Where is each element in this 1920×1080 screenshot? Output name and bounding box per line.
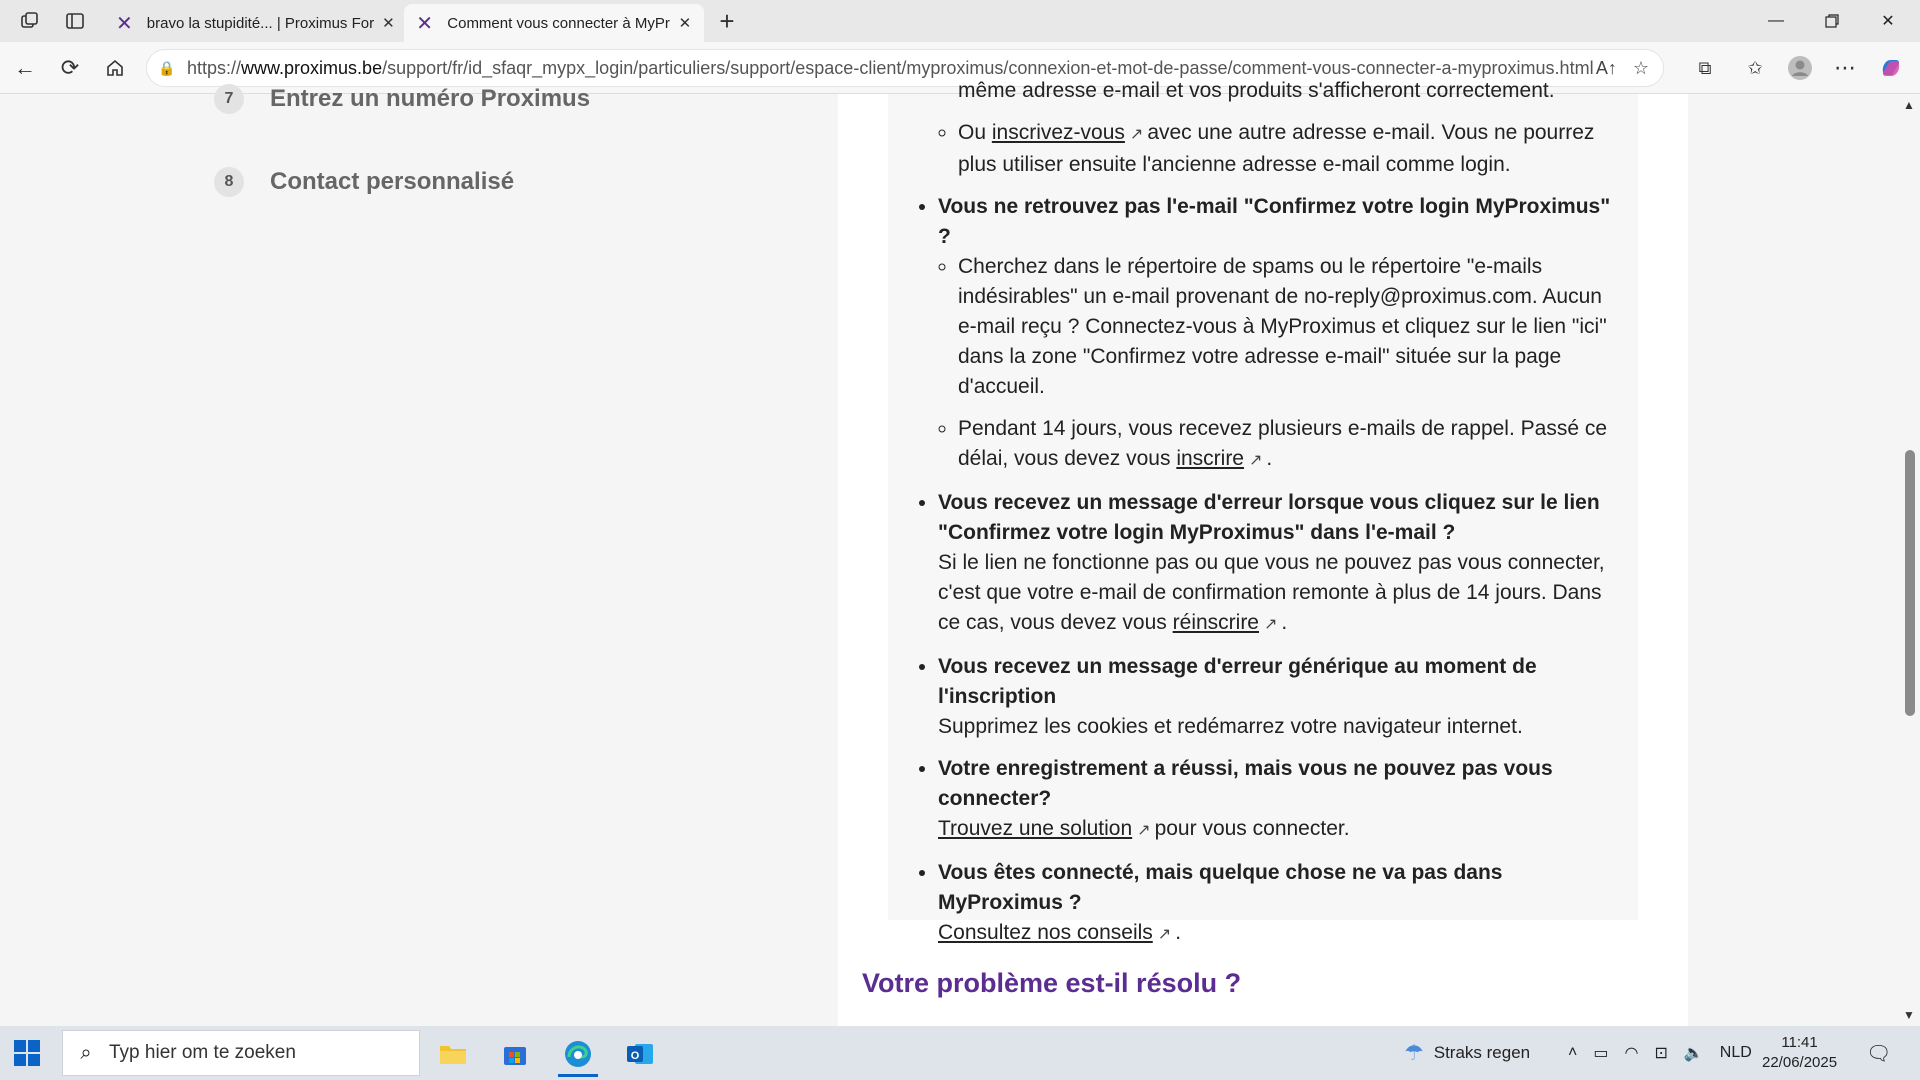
body-text: Pendant 14 jours, vous recevez plusieurs e-mails de rappel. Passé ce délai, vous devez vous [958, 417, 1608, 470]
article-content [838, 79, 1688, 1034]
web-page [0, 79, 1898, 1026]
favorites-icon[interactable]: ✩ [1747, 57, 1763, 78]
system-tray [1568, 1026, 1752, 1080]
url-prefix: https:// [187, 57, 242, 78]
list-item [938, 652, 1616, 742]
minimize-button[interactable]: — [1768, 12, 1784, 29]
clock-time: 11:41 [1781, 1034, 1818, 1051]
volume-icon[interactable]: 🔈 [1683, 1045, 1704, 1062]
wifi-icon[interactable]: ◠ [1624, 1045, 1639, 1062]
refresh-button[interactable]: ⟳ [60, 55, 80, 80]
restore-button[interactable] [1810, 6, 1854, 36]
list-item [938, 192, 1616, 476]
step-label: Entrez un numéro Proximus [270, 85, 591, 112]
windows-start-icon[interactable] [14, 1040, 40, 1066]
faq-question: Vous recevez un message d'erreur lorsque vous cliquez sur le lien "Confirmez votre login MyProximus" dans l'e-mail ? [938, 491, 1600, 544]
consultez-conseils-link[interactable]: Consultez nos conseils [938, 921, 1153, 944]
body-text: Ou [958, 121, 987, 144]
extensions-icon[interactable]: ⧉ [1698, 57, 1712, 78]
vertical-tabs-icon[interactable] [62, 8, 88, 34]
svg-text:O: O [630, 1050, 640, 1062]
edge-browser-icon[interactable] [550, 1031, 606, 1077]
scroll-down-arrow-icon[interactable]: ▼ [1903, 1008, 1915, 1022]
search-icon: ⌕ [80, 1041, 92, 1064]
list-item [938, 754, 1616, 846]
page-scrollbar[interactable] [1898, 94, 1920, 1026]
back-button[interactable]: ← [14, 55, 36, 80]
tab-strip [0, 0, 1920, 42]
file-explorer-icon[interactable] [425, 1031, 481, 1077]
faq-list [916, 76, 1616, 962]
body-text: Cherchez dans le répertoire de spams ou le répertoire "e-mails indésirables" un e-mail provenant de no-reply@proximus.com. Aucun e-mail reçu ? Connectez-vous à MyProximus et cliquez sur le lien "ici" dans la zone "Confirmez votre adresse e-mail" située sur la page d'accueil. [958, 255, 1607, 398]
clock-date: 22/06/2025 [1762, 1054, 1838, 1071]
list-item [958, 414, 1616, 476]
language-indicator[interactable]: NLD [1719, 1044, 1752, 1061]
body-text: avec une autre adresse e-mail. Vous ne pourrez plus utiliser ensuite l'ancienne adresse e-mail comme login. [958, 121, 1595, 176]
step-item[interactable] [214, 84, 674, 114]
close-tab-icon[interactable]: ✕ [382, 15, 395, 32]
external-link-icon: ↗ [1264, 616, 1278, 633]
external-link-icon: ↗ [1129, 126, 1144, 143]
resolved-heading: Votre problème est-il résolu ? [862, 968, 1242, 998]
close-window-button[interactable]: ✕ [1881, 13, 1895, 30]
weather-text: Straks regen [1433, 1043, 1531, 1062]
tab-comment-connecter[interactable] [404, 4, 704, 42]
step-number: 8 [214, 167, 244, 197]
body-text: . [1266, 447, 1273, 470]
inscrivez-vous-link[interactable]: inscrivez-vous [991, 121, 1125, 144]
body-text: Si le lien ne fonctionne pas ou que vous ne pouvez pas vous connecter, c'est que votre e-mail de confirmation remonte à plus de 14 jours. Dans ce cas, vous devez vous [938, 551, 1605, 634]
list-item [938, 858, 1616, 950]
network-icon[interactable]: ⊡ [1654, 1045, 1668, 1062]
copilot-icon[interactable] [1876, 53, 1906, 83]
reinscrire-link[interactable]: réinscrire [1172, 611, 1259, 634]
windows-taskbar [0, 1026, 1920, 1080]
faq-question: Vous recevez un message d'erreur générique au moment de l'inscription [938, 655, 1537, 708]
url-domain: www.proximus.be [241, 57, 383, 78]
proximus-favicon-icon: ✕ [116, 12, 133, 35]
scrollbar-thumb[interactable] [1905, 450, 1915, 716]
external-link-icon: ↗ [1249, 452, 1263, 469]
chevron-up-icon[interactable]: ˄ [1568, 1044, 1578, 1061]
step-number: 7 [214, 84, 244, 114]
external-link-icon: ↗ [1137, 822, 1151, 839]
taskbar-search-box[interactable] [62, 1030, 420, 1076]
microsoft-store-icon[interactable] [487, 1031, 543, 1077]
url-path: /support/fr/id_sfaqr_mypx_login/particuliers/support/espace-client/myproximus/connexion-et-mot-de-passe/comment-vous-connecter-a-myproximus.html [382, 57, 1594, 78]
faq-question: Vous ne retrouvez pas l'e-mail "Confirmez votre login MyProximus" ? [938, 195, 1611, 248]
scroll-up-arrow-icon[interactable]: ▲ [1903, 98, 1915, 112]
weather-widget[interactable] [1404, 1026, 1530, 1080]
trouvez-solution-link[interactable]: Trouvez une solution [938, 817, 1133, 840]
body-text: même adresse e-mail et vos produits s'afficheront correctement. [958, 79, 1555, 102]
more-menu-icon[interactable]: ⋯ [1834, 55, 1856, 80]
notifications-icon[interactable]: 🗨 [1866, 1042, 1892, 1065]
tab-title: bravo la stupidité... | Proximus For [146, 14, 375, 32]
home-button[interactable] [100, 53, 130, 83]
new-tab-button[interactable]: + [719, 5, 735, 36]
list-item [958, 252, 1616, 402]
clock[interactable] [1762, 1026, 1837, 1080]
proximus-favicon-icon: ✕ [416, 12, 434, 35]
list-item [958, 118, 1616, 180]
faq-question: Vous êtes connecté, mais quelque chose ne va pas dans MyProximus ? [938, 861, 1503, 914]
search-placeholder: Typ hier om te zoeken [109, 1042, 296, 1063]
profile-avatar[interactable] [1785, 53, 1815, 83]
workspaces-icon[interactable] [17, 8, 43, 34]
body-text: Supprimez les cookies et redémarrez votre navigateur internet. [938, 715, 1523, 738]
inscrire-link[interactable]: inscrire [1176, 447, 1244, 470]
weather-rain-icon: ☂ [1404, 1040, 1424, 1065]
tab-proximus-forum[interactable] [104, 4, 404, 42]
tab-title: Comment vous connecter à MyPr [447, 14, 670, 32]
body-text: . [1175, 921, 1182, 944]
faq-question: Votre enregistrement a réussi, mais vous ne pouvez pas vous connecter? [938, 757, 1553, 810]
external-link-icon: ↗ [1157, 926, 1172, 943]
body-text: . [1281, 611, 1288, 634]
body-text: pour vous connecter. [1154, 817, 1350, 840]
favorite-star-icon[interactable]: ☆ [1632, 57, 1649, 78]
site-info-icon[interactable]: 🔒 [158, 59, 176, 76]
battery-icon[interactable]: ▭ [1593, 1045, 1609, 1062]
read-aloud-icon[interactable]: A↑ [1595, 57, 1617, 78]
step-label: Contact personnalisé [270, 168, 515, 195]
step-item[interactable] [214, 167, 674, 197]
close-tab-icon[interactable]: ✕ [678, 15, 692, 32]
outlook-icon[interactable] [612, 1031, 668, 1077]
list-item [938, 488, 1616, 640]
